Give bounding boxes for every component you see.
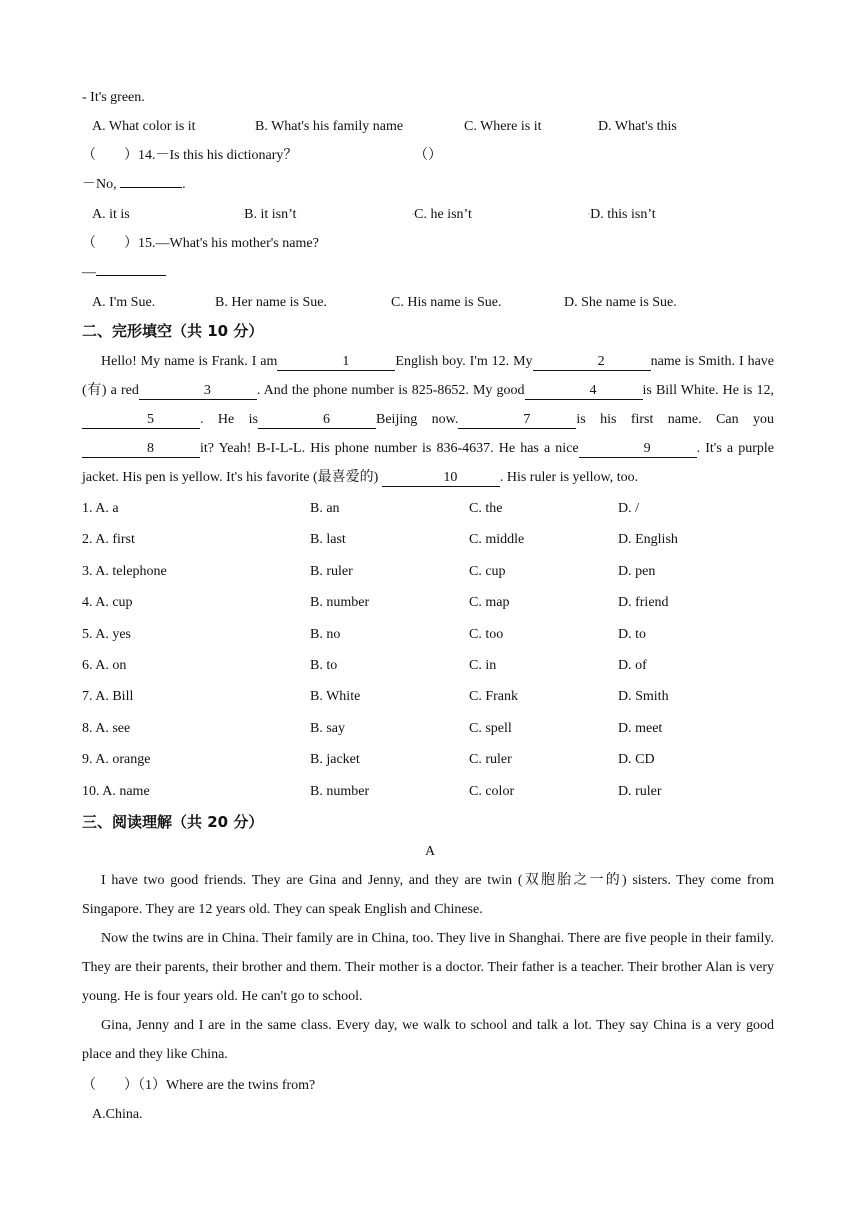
cloze-blank[interactable]: 8 xyxy=(82,441,200,458)
cloze-text: . And the phone number is 825-8652. My good xyxy=(256,383,525,398)
anchor-mark-icon: ▫ xyxy=(588,212,591,218)
cloze-choice-1-c: C. the xyxy=(469,501,503,516)
q14-option-d: ▫D. this isn’t xyxy=(588,207,656,223)
cloze-choice-10-b: B. number xyxy=(310,783,370,799)
cloze-blank[interactable]: 10 xyxy=(382,470,500,487)
reading-paragraph-2: Now the twins are in China. Their family are in China, too. They live in Shanghai. There are five people in their family. They are their parents, their brother and them. Their mother is a doctor. Their father is a teacher. Their brother Alan is very young. He is four years old. He can't go to school. xyxy=(82,931,774,1004)
cloze-choice-1-d: D. / xyxy=(618,501,639,516)
cloze-choice-2-d: D. English xyxy=(618,532,678,548)
q14-tail: （） xyxy=(414,148,442,163)
cloze-choice-9-a: 9. A. orange xyxy=(82,752,151,768)
q15-option-b: B. Her name is Sue. xyxy=(215,295,327,310)
cloze-choice-7-a: 7. A. Bill xyxy=(82,689,134,705)
cloze-text: . He is xyxy=(200,412,258,427)
q14-option-a: A. it is xyxy=(92,207,130,222)
cloze-choice-6-c: C. in xyxy=(469,658,497,673)
cloze-choice-2-b: B. last xyxy=(310,532,346,548)
cloze-choice-4-c: C. map xyxy=(469,595,510,611)
cloze-choice-9-b: B. jacket xyxy=(310,752,360,768)
reading-question-1-option-a: A.China. xyxy=(92,1107,143,1122)
cloze-blank[interactable]: 6 xyxy=(258,412,376,429)
cloze-blank[interactable]: 2 xyxy=(533,354,651,371)
cloze-choice-5-c: C. too xyxy=(469,626,504,642)
q15-option-c: C. His name is Sue. xyxy=(391,295,502,310)
q15-answer-prefix: — xyxy=(82,265,96,280)
cloze-blank[interactable]: 7 xyxy=(458,412,576,429)
q13-option-a: A. What color is it xyxy=(92,119,196,134)
cloze-choice-3-c: C. cup xyxy=(469,563,506,579)
cloze-passage xyxy=(82,347,774,492)
section3-heading: 三、阅读理解（共 20 分） xyxy=(82,813,264,831)
cloze-choice-4-b: B. number xyxy=(310,595,370,611)
q14-answer-prefix: －No, xyxy=(82,177,117,192)
section2-heading: 二、完形填空（共 10 分） xyxy=(82,322,264,340)
q15-answer-line xyxy=(82,263,166,283)
cloze-choice-10-d: D. ruler xyxy=(618,783,662,799)
cloze-choice-7-b: B. White xyxy=(310,689,361,705)
cloze-choice-6-d: D. of xyxy=(618,658,647,673)
q13-option-b: B. What's his family name xyxy=(255,119,404,134)
cloze-blank[interactable]: 3 xyxy=(139,383,257,400)
cloze-choice-10-a: 10. A. name xyxy=(82,783,150,799)
q13-answer-line: - It's green. xyxy=(82,90,145,105)
cloze-text: name is Smith. I have (有) a red xyxy=(82,354,775,398)
cloze-blank[interactable]: 4 xyxy=(525,383,643,400)
cloze-choice-8-c: C. spell xyxy=(469,720,512,736)
q14-answer-line xyxy=(82,175,186,195)
q14-answer-blank[interactable] xyxy=(120,187,182,188)
cloze-choice-6-a: 6. A. on xyxy=(82,658,127,673)
cloze-text: is Bill White. He is 12, xyxy=(642,383,774,398)
cloze-text: . It's a purple jacket. His pen is yellow. It's his favorite (最喜爱的) xyxy=(82,441,774,485)
cloze-choice-5-a: 5. A. yes xyxy=(82,626,131,642)
passage-part-label: A xyxy=(424,844,436,859)
cloze-choice-1-b: B. an xyxy=(310,501,340,516)
cloze-choice-6-b: B. to xyxy=(310,658,338,673)
cloze-choice-2-c: C. middle xyxy=(469,532,525,548)
cloze-text: . His ruler is yellow, too. xyxy=(499,470,639,485)
cloze-choice-3-d: D. pen xyxy=(618,563,656,579)
q15-question: （ ）15.—What's his mother's name? xyxy=(82,236,319,251)
cloze-choice-3-a: 3. A. telephone xyxy=(82,563,167,579)
cloze-choice-7-c: C. Frank xyxy=(469,689,518,705)
anchor-mark-icon: ▫ xyxy=(242,212,245,218)
cloze-blank[interactable]: 1 xyxy=(277,354,395,371)
cloze-choice-2-a: 2. A. first xyxy=(82,532,135,548)
cloze-choice-4-d: D. friend xyxy=(618,595,669,611)
q15-option-d: D. She name is Sue. xyxy=(564,295,677,310)
cloze-choice-10-c: C. color xyxy=(469,783,515,799)
cloze-choice-5-b: B. no xyxy=(310,626,341,642)
cloze-text: it? Yeah! B-I-L-L. His phone number is 836-4637. He has a nice xyxy=(200,441,579,456)
cloze-choice-1-a: 1. A. a xyxy=(82,501,119,516)
q14-option-b: ▫B. it isn’t xyxy=(242,207,297,223)
cloze-text: is his first name. Can you xyxy=(576,412,775,427)
q15-option-a: A. I'm Sue. xyxy=(92,295,156,310)
cloze-choice-5-d: D. to xyxy=(618,626,646,642)
cloze-choice-4-a: 4. A. cup xyxy=(82,595,133,611)
q14-answer-suffix: . xyxy=(182,177,186,192)
cloze-choice-8-b: B. say xyxy=(310,720,345,736)
cloze-blank[interactable]: 5 xyxy=(82,412,200,429)
reading-paragraph-3: Gina, Jenny and I are in the same class. Every day, we walk to school and talk a lot. They say China is a very good place and they like China. xyxy=(82,1018,774,1062)
cloze-choice-3-b: B. ruler xyxy=(310,563,353,579)
reading-paragraph-1: I have two good friends. They are Gina and Jenny, and they are twin (双胞胎之一的) sisters. They come from Singapore. They are 12 years old. They can speak English and Chinese. xyxy=(82,873,774,917)
q14-option-c: ▫C. he isn’t xyxy=(412,207,472,223)
reading-question-1: （ ）（1）Where are the twins from? xyxy=(82,1078,316,1093)
cloze-choice-7-d: D. Smith xyxy=(618,689,669,705)
q13-option-c: C. Where is it xyxy=(464,119,542,134)
cloze-choice-8-a: 8. A. see xyxy=(82,720,131,736)
cloze-text: Beijing now. xyxy=(376,412,459,427)
anchor-mark-icon: ▫ xyxy=(412,212,415,218)
q14-prefix: （ ）14.－Is this his dictionary？ xyxy=(82,148,298,163)
q15-answer-blank[interactable] xyxy=(96,275,166,276)
cloze-choice-9-c: C. ruler xyxy=(469,752,512,768)
cloze-choice-8-d: D. meet xyxy=(618,720,663,736)
cloze-text: English boy. I'm 12. My xyxy=(395,354,533,369)
q13-option-d: D. What's this xyxy=(598,119,677,134)
q14-question xyxy=(82,146,297,166)
cloze-choice-9-d: D. CD xyxy=(618,752,655,768)
cloze-text: Hello! My name is Frank. I am xyxy=(101,354,278,369)
cloze-blank[interactable]: 9 xyxy=(579,441,697,458)
